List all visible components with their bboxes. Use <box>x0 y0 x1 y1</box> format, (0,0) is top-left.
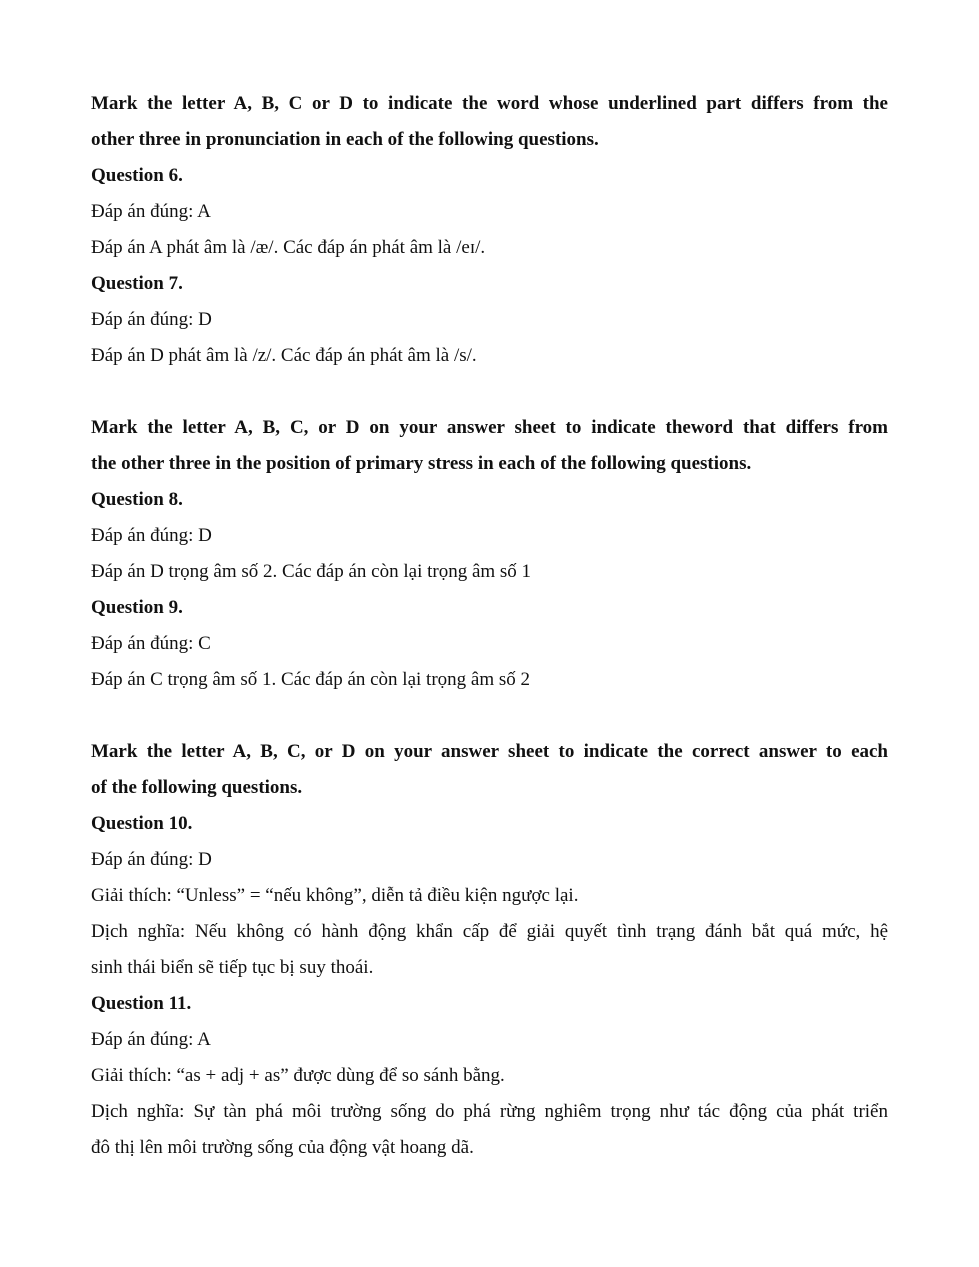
section-spacer <box>91 374 888 410</box>
section-pronunciation <box>91 86 888 374</box>
question-translation: đô thị lên môi trường sống của động vật hoang dã. <box>91 1137 474 1158</box>
question-explanation: Đáp án D trọng âm số 2. Các đáp án còn lại trọng âm số 1 <box>91 561 532 582</box>
question-title: Question 7. <box>91 273 183 294</box>
question-answer: Đáp án đúng: D <box>91 525 212 546</box>
section-correct-answer <box>91 734 888 1166</box>
question-translation: Dịch nghĩa: Sự tàn phá môi trường sống do phá rừng nghiêm trọng như tác động của phát triển <box>91 1101 888 1122</box>
question-title: Question 8. <box>91 489 183 510</box>
question-explanation: Đáp án D phát âm là /z/. Các đáp án phát âm là /s/. <box>91 345 477 366</box>
section-instruction: the other three in the position of primary stress in each of the following questions. <box>91 453 752 474</box>
question-explanation: Giải thích: “Unless” = “nếu không”, diễn tả điều kiện ngược lại. <box>91 885 579 906</box>
question-title: Question 6. <box>91 165 183 186</box>
document-page <box>91 86 888 1166</box>
question-explanation: Giải thích: “as + adj + as” được dùng để so sánh bằng. <box>91 1065 505 1086</box>
section-instruction: Mark the letter A, B, C or D to indicate the word whose underlined part differs from the <box>91 93 888 114</box>
question-answer: Đáp án đúng: A <box>91 201 211 222</box>
question-explanation: Đáp án A phát âm là /æ/. Các đáp án phát âm là /eɪ/. <box>91 237 486 258</box>
question-explanation: Đáp án C trọng âm số 1. Các đáp án còn lại trọng âm số 2 <box>91 669 531 690</box>
section-instruction: of the following questions. <box>91 777 303 798</box>
question-translation: Dịch nghĩa: Nếu không có hành động khẩn cấp để giải quyết tình trạng đánh bắt quá mức, hệ <box>91 921 888 942</box>
question-answer: Đáp án đúng: A <box>91 1029 211 1050</box>
question-title: Question 10. <box>91 813 193 834</box>
section-instruction: other three in pronunciation in each of the following questions. <box>91 129 599 150</box>
question-title: Question 11. <box>91 993 192 1014</box>
question-translation: sinh thái biển sẽ tiếp tục bị suy thoái. <box>91 957 374 978</box>
question-answer: Đáp án đúng: D <box>91 849 212 870</box>
question-answer: Đáp án đúng: D <box>91 309 212 330</box>
section-instruction: Mark the letter A, B, C, or D on your answer sheet to indicate the correct answer to each <box>91 741 888 762</box>
question-title: Question 9. <box>91 597 183 618</box>
section-stress <box>91 410 888 698</box>
section-instruction: Mark the letter A, B, C, or D on your answer sheet to indicate theword that differs from <box>91 417 888 438</box>
question-answer: Đáp án đúng: C <box>91 633 211 654</box>
section-spacer <box>91 698 888 734</box>
